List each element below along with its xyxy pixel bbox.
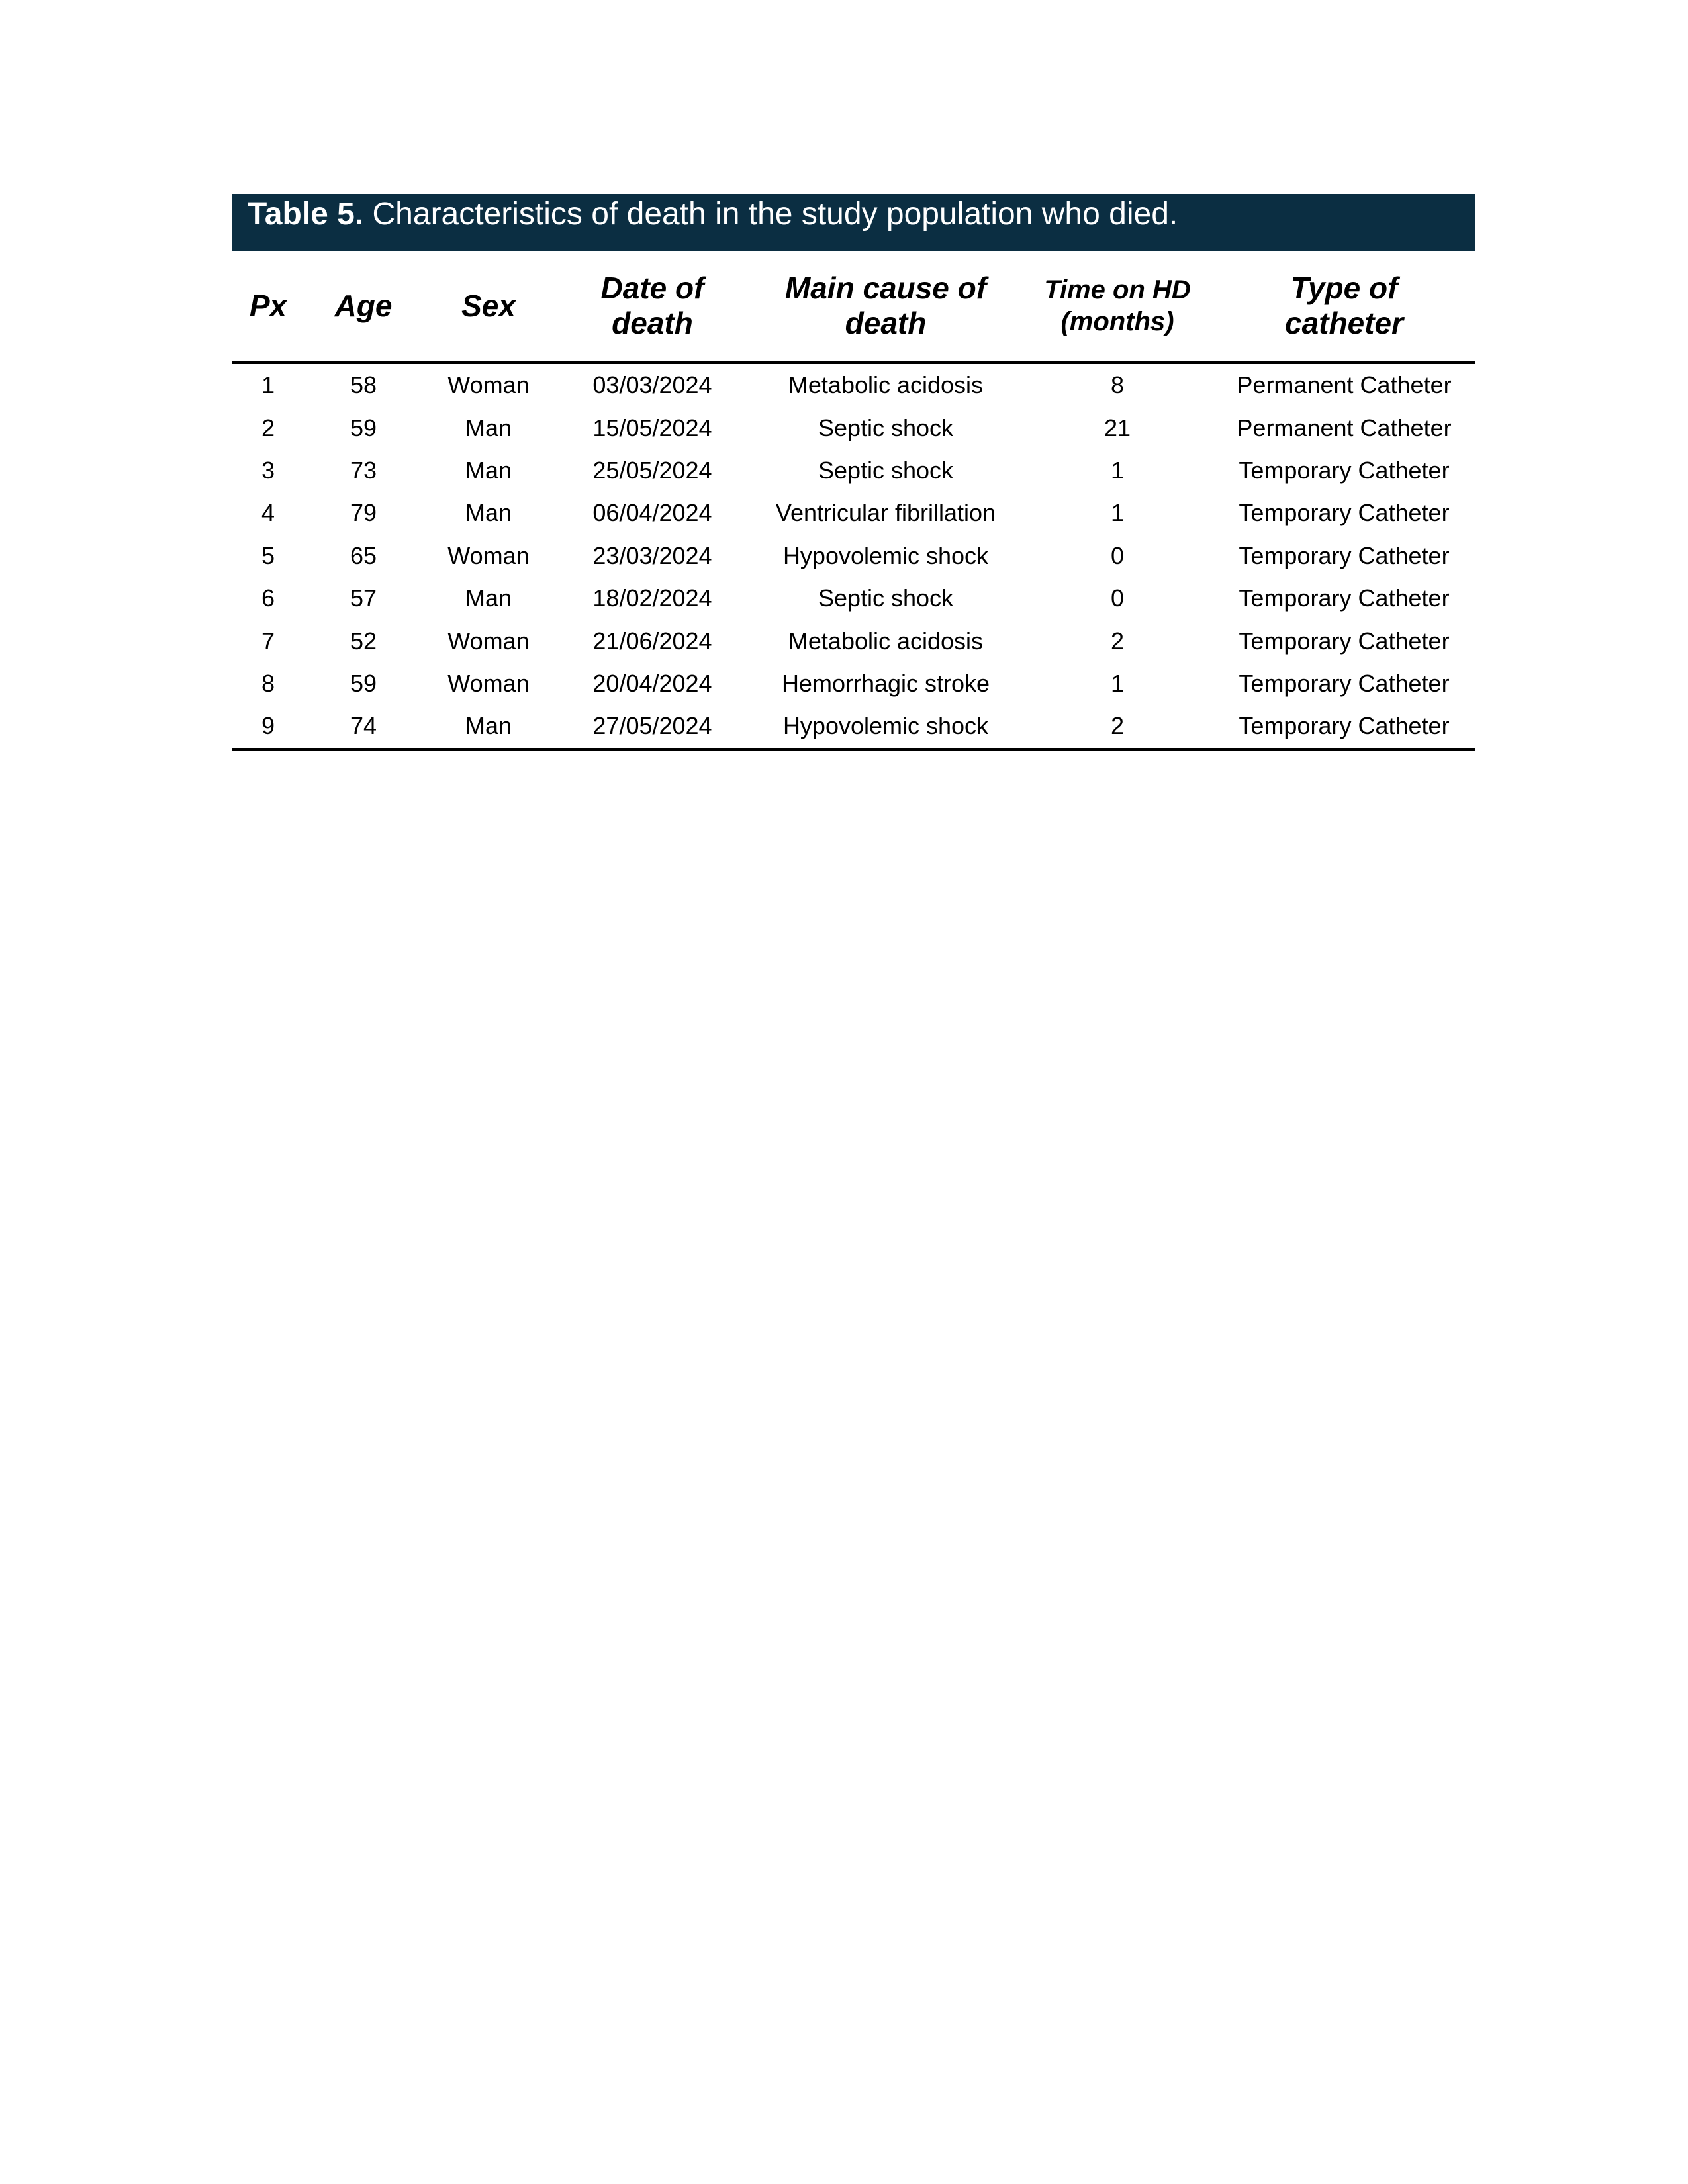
cell-time-hd: 0	[1110, 584, 1125, 612]
cell-time-hd: 1	[1110, 669, 1125, 697]
header-age: Age	[334, 288, 393, 323]
cell-cause: Hemorrhagic stroke	[781, 669, 990, 697]
table-caption-label: Table 5.	[248, 197, 364, 232]
cell-age: 57	[350, 584, 377, 612]
cell-px: 5	[261, 541, 275, 569]
cell-catheter: Temporary Catheter	[1239, 584, 1450, 612]
cell-time-hd: 2	[1110, 627, 1125, 655]
table-row	[232, 662, 1475, 705]
header-sex: Sex	[461, 288, 516, 323]
cell-catheter: Temporary Catheter	[1239, 627, 1450, 655]
cell-cause: Septic shock	[818, 584, 954, 612]
cell-px: 8	[261, 669, 275, 697]
cell-px: 3	[261, 456, 275, 484]
cell-time-hd: 1	[1110, 499, 1125, 527]
cell-px: 2	[261, 414, 275, 441]
cell-time-hd: 2	[1021, 705, 1213, 749]
cell-date: 06/04/2024	[592, 499, 712, 527]
cell-cause: Metabolic acidosis	[788, 627, 984, 655]
cell-sex: Man	[465, 456, 512, 484]
table-row	[232, 406, 1475, 449]
cell-sex: Man	[465, 584, 512, 612]
cell-sex: Man	[465, 499, 512, 527]
cell-px: 4	[261, 499, 275, 527]
cell-date: 21/06/2024	[592, 627, 712, 655]
cell-sex: Woman	[447, 541, 530, 569]
cell-sex: Woman	[447, 371, 530, 399]
cell-age: 52	[350, 627, 377, 655]
table-row	[232, 363, 1475, 407]
cell-catheter: Temporary Catheter	[1213, 705, 1475, 749]
table-row	[232, 705, 1475, 749]
header-catheter-type: Type of catheter	[1285, 271, 1403, 340]
cell-cause: Hypovolemic shock	[782, 541, 989, 569]
cell-cause: Septic shock	[818, 414, 954, 441]
table-caption-text: Characteristics of death in the study population who died.	[363, 197, 1178, 232]
cell-date: 25/05/2024	[592, 456, 712, 484]
cell-age: 73	[350, 456, 377, 484]
cell-catheter: Permanent Catheter	[1237, 414, 1452, 441]
cell-age: 58	[350, 371, 377, 399]
cell-time-hd: 1	[1110, 456, 1125, 484]
cell-sex: Woman	[447, 669, 530, 697]
cell-time-hd: 0	[1110, 541, 1125, 569]
cell-date: 23/03/2024	[592, 541, 712, 569]
table-row	[232, 449, 1475, 492]
cell-time-hd: 8	[1110, 371, 1125, 399]
cell-date: 20/04/2024	[592, 669, 712, 697]
cell-age: 74	[305, 705, 422, 749]
cell-catheter: Temporary Catheter	[1239, 541, 1450, 569]
cell-date: 27/05/2024	[555, 705, 750, 749]
cell-age: 59	[350, 669, 377, 697]
table-header-row	[232, 251, 1475, 363]
cell-date: 18/02/2024	[592, 584, 712, 612]
cell-catheter: Temporary Catheter	[1239, 456, 1450, 484]
cell-cause: Septic shock	[818, 456, 954, 484]
cell-cause: Metabolic acidosis	[788, 371, 984, 399]
table-row	[232, 535, 1475, 577]
cell-age: 59	[350, 414, 377, 441]
header-px: Px	[249, 288, 287, 323]
table-5	[232, 194, 1475, 751]
cell-time-hd: 21	[1103, 414, 1131, 441]
cell-sex: Man	[465, 414, 512, 441]
cell-cause: Ventricular fibrillation	[775, 499, 996, 527]
table-caption	[232, 194, 1475, 251]
cell-sex: Woman	[447, 627, 530, 655]
cell-age: 79	[350, 499, 377, 527]
death-characteristics-table	[232, 251, 1475, 751]
cell-px: 9	[232, 705, 305, 749]
table-row	[232, 492, 1475, 534]
cell-catheter: Temporary Catheter	[1239, 669, 1450, 697]
cell-px: 1	[261, 371, 275, 399]
cell-cause: Hypovolemic shock	[750, 705, 1021, 749]
cell-date: 15/05/2024	[592, 414, 712, 441]
cell-age: 65	[350, 541, 377, 569]
cell-px: 6	[261, 584, 275, 612]
cell-catheter: Permanent Catheter	[1237, 371, 1452, 399]
table-row	[232, 577, 1475, 619]
cell-px: 7	[261, 627, 275, 655]
cell-sex: Man	[422, 705, 555, 749]
header-main-cause: Main cause of death	[784, 271, 987, 340]
header-date-of-death: Date of death	[600, 271, 704, 340]
header-time-on-hd: Time on HD (months)	[1044, 275, 1191, 336]
cell-date: 03/03/2024	[592, 371, 712, 399]
table-row	[232, 619, 1475, 662]
cell-catheter: Temporary Catheter	[1239, 499, 1450, 527]
